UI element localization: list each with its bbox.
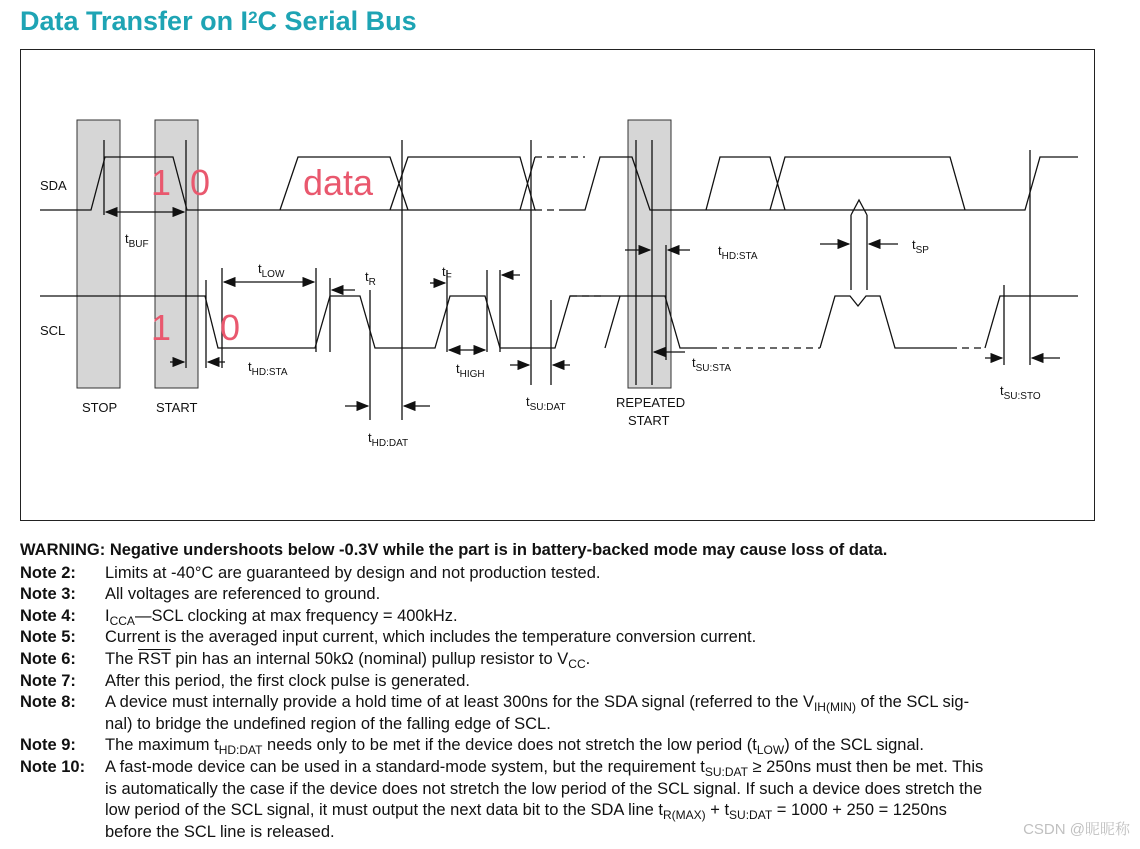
note-5: Note 5: Current is the averaged input current, which includes the temperature conversion current.	[20, 628, 757, 647]
repeated-start-label-line1: REPEATED	[616, 395, 686, 410]
t-su-sto-label: $t_{SU:STO}$	[1000, 383, 1041, 402]
t-hd-sta1-label: $t_{HD:STA}$	[248, 359, 288, 378]
annotation-sda-1: 1	[151, 162, 172, 203]
t-r-label: $t_R$	[365, 269, 376, 288]
note-7: Note 7: After this period, the first clock pulse is generated.	[20, 671, 471, 690]
annotation-scl-0: 0	[220, 307, 241, 348]
sda-label: SDA	[40, 178, 67, 193]
annotation-scl-1: 1	[151, 307, 172, 348]
note-3: Note 3: All voltages are referenced to ground.	[20, 585, 381, 604]
repeated-start-label-line2: START	[628, 413, 670, 428]
note-10: Note 10: A fast-mode device can be used in a standard-mode system, but the requirement $t_{SU:DAT} \ge 250ns$ must then be met. This is automatically the case if the device does not stretch the low period of the SCL signal. If such a device does stretch the low period of the SCL signal, it must output the next data bit to the SDA line $t_{R(MAX)} + t_{SU:DAT} = 1000 + 250 = 1250ns$ before the SCL line is released.	[20, 757, 984, 841]
note-9: Note 9: The maximum $t_{HD:DAT}$ needs only to be met if the device does not stretch the low period $(t_{LOW})$ of the SCL signal.	[20, 736, 924, 758]
start-label: START	[156, 400, 198, 415]
t-su-sta-label: $t_{SU:STA}$	[692, 355, 732, 374]
t-sp-label: $t_{SP}$	[912, 237, 929, 256]
annotation-sda-0: 0	[190, 162, 211, 203]
t-high-label: $t_{HIGH}$	[456, 361, 485, 380]
t-low-label: $t_{LOW}$	[258, 261, 285, 280]
repeated-start-shade	[628, 120, 671, 388]
note-8: Note 8: A device must internally provide a hold time of at least 300ns for the SDA signal (referred to the $V_{IH(MIN)}$ of the SCL sig- nal) to bridge the undefined region of the falling edge of SCL.	[20, 693, 970, 733]
note-2: Note 2: Limits at -40°C are guaranteed by design and not production tested.	[20, 563, 601, 582]
warning-text: WARNING: Negative undershoots below -0.3V while the part is in battery-backed mode may cause loss of data.	[20, 541, 888, 559]
t-hd-dat-label: $t_{HD:DAT}$	[368, 430, 409, 449]
annotation-data: data	[303, 162, 374, 203]
notes-section	[20, 540, 1100, 843]
note-6: Note 6: The $\overline{RST}$ pin has an internal 50kΩ (nominal) pullup resistor to $V_{CC}$.	[20, 649, 591, 671]
t-su-dat-label: $t_{SU:DAT}$	[526, 394, 566, 413]
scl-label: SCL	[40, 323, 66, 338]
stop-shade	[77, 120, 120, 388]
t-buf-label: $t_{BUF}$	[125, 231, 149, 250]
page-title: Data Transfer on $I^2C$ Serial Bus	[20, 6, 417, 36]
note-4: Note 4: $I_{CCA}—SCL$ clocking at max frequency = 400kHz.	[20, 606, 458, 628]
t-f-label: $t_F$	[442, 264, 452, 283]
watermark: CSDN @昵昵称	[1023, 821, 1130, 838]
t-hd-sta2-label: $t_{HD:STA}$	[718, 243, 758, 262]
stop-label: STOP	[82, 400, 118, 415]
